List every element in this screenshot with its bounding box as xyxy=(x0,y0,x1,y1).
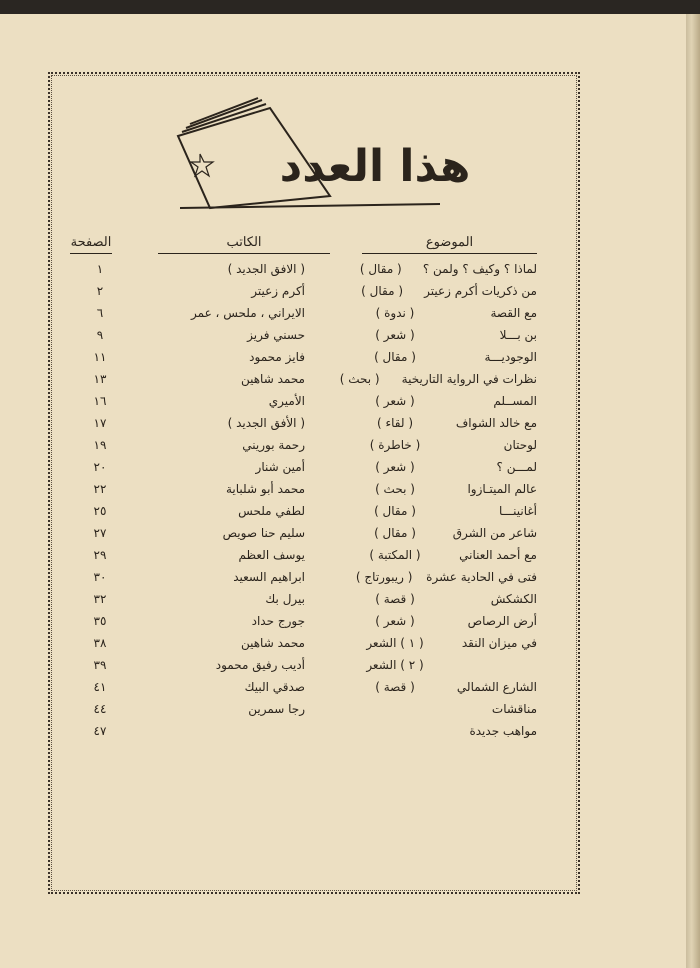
toc-subject-genre xyxy=(359,548,537,562)
logo-text: هذا العدد xyxy=(279,141,471,192)
toc-subject-genre xyxy=(359,416,537,430)
toc-genre: ( ندوة ) xyxy=(375,306,415,320)
toc-author: لطفي ملحس xyxy=(238,504,305,518)
toc-subject: لوحتان xyxy=(503,438,537,452)
toc-row xyxy=(0,328,700,350)
toc-subject-genre xyxy=(324,372,537,386)
toc-author: صدقي البيك xyxy=(244,680,305,694)
toc-subject-genre xyxy=(359,636,537,650)
toc-subject-genre xyxy=(359,350,537,364)
toc-genre: ( ريبورتاج ) xyxy=(355,570,413,584)
toc-subject-genre xyxy=(346,284,537,298)
toc-subject-genre xyxy=(359,306,537,320)
toc-subject-genre xyxy=(359,724,537,738)
toc-subject-genre xyxy=(359,482,537,496)
toc-author: جورج حداد xyxy=(251,614,305,628)
toc-genre: ( شعر ) xyxy=(375,614,415,628)
toc-page: ٤١ xyxy=(93,680,107,694)
toc-subject: في ميزان النقد xyxy=(461,636,537,650)
toc-page: ٣٥ xyxy=(93,614,107,628)
toc-page: ١٦ xyxy=(93,394,107,408)
toc-row xyxy=(0,526,700,548)
toc-page: ٤٧ xyxy=(93,724,107,738)
toc-row xyxy=(0,680,700,702)
toc-author: محمد أبو شلباية xyxy=(226,482,305,496)
toc-genre: ( قصة ) xyxy=(375,680,415,694)
toc-row xyxy=(0,482,700,504)
toc-genre: ( شعر ) xyxy=(375,460,415,474)
toc-subject: أغانينـــا xyxy=(498,504,537,518)
toc-genre: ( مقال ) xyxy=(374,526,416,540)
toc-genre: ( لقاء ) xyxy=(376,416,414,430)
toc-row xyxy=(0,658,700,680)
toc-subject: لمـــن ؟ xyxy=(496,460,537,474)
toc-subject: نظرات في الرواية التاريخية xyxy=(401,372,537,386)
toc-author: حسني فريز xyxy=(247,328,305,342)
toc-page: ٢٢ xyxy=(93,482,107,496)
header-author: الكاتب xyxy=(158,235,330,254)
toc-subject: فتى في الحادية عشرة xyxy=(426,570,537,584)
toc-row xyxy=(0,350,700,372)
toc-page: ٢ xyxy=(96,284,104,298)
toc-subject-genre xyxy=(359,504,537,518)
toc-genre: ( قصة ) xyxy=(375,592,415,606)
toc-author: ( الأفق الجديد ) xyxy=(227,416,305,430)
toc-page: ١٣ xyxy=(93,372,107,386)
toc-subject: المســلم xyxy=(493,394,537,408)
toc-row xyxy=(0,548,700,570)
toc-subject: مع خالد الشواف xyxy=(455,416,537,430)
toc-page: ٢٠ xyxy=(93,460,107,474)
toc-subject: مع أحمد العناني xyxy=(459,548,537,562)
toc-page: ١٧ xyxy=(93,416,107,430)
toc-genre: ( ١ ) الشعر xyxy=(366,636,424,650)
toc-subject: الكشكش xyxy=(490,592,537,606)
toc-genre: ( شعر ) xyxy=(375,394,415,408)
toc-page: ١ xyxy=(96,262,104,276)
toc-page: ١٩ xyxy=(93,438,107,452)
toc-page: ٩ xyxy=(96,328,104,342)
toc-subject-genre xyxy=(359,460,537,474)
toc-subject-genre xyxy=(359,328,537,342)
toc-author: رجا سمرين xyxy=(248,702,305,716)
toc-genre: ( شعر ) xyxy=(375,328,415,342)
toc-genre: ( مقال ) xyxy=(359,262,402,276)
toc-page: ٣٨ xyxy=(93,636,107,650)
toc-row xyxy=(0,702,700,724)
toc-genre: ( مقال ) xyxy=(361,284,404,298)
toc-subject: لماذا ؟ وكيف ؟ ولمن ؟ xyxy=(422,262,537,276)
toc-genre: ( ٢ ) الشعر xyxy=(366,658,424,672)
toc-page: ٢٧ xyxy=(93,526,107,540)
toc-row xyxy=(0,636,700,658)
toc-row xyxy=(0,284,700,306)
toc-row xyxy=(0,460,700,482)
toc-row xyxy=(0,394,700,416)
toc-page: ٣٠ xyxy=(93,570,107,584)
toc-author: ابراهيم السعيد xyxy=(233,570,305,584)
toc-subject: مناقشات xyxy=(491,702,537,716)
toc-genre: ( المكتبة ) xyxy=(369,548,421,562)
toc-row xyxy=(0,372,700,394)
toc-page: ١١ xyxy=(93,350,107,364)
toc-author: الأميري xyxy=(268,394,305,408)
toc-author: فايز محمود xyxy=(249,350,305,364)
toc-subject: الوجوديـــة xyxy=(484,350,537,364)
toc-subject-genre xyxy=(359,438,537,452)
toc-subject: مواهب جديدة xyxy=(469,724,537,738)
toc-subject: عالم الميتـازوا xyxy=(467,482,537,496)
toc-subject-genre xyxy=(359,394,537,408)
toc-author: بيرل بك xyxy=(265,592,305,606)
toc-row xyxy=(0,306,700,328)
toc-row xyxy=(0,614,700,636)
toc-genre: ( بحث ) xyxy=(339,372,380,386)
toc-genre: ( مقال ) xyxy=(374,504,416,518)
toc-row xyxy=(0,438,700,460)
toc-author: الايراني ، ملحس ، عمر xyxy=(191,306,305,320)
toc-genre: ( مقال ) xyxy=(374,350,416,364)
toc-row xyxy=(0,262,700,284)
toc-genre: ( بحث ) xyxy=(375,482,415,496)
toc-author: رحمة بوريني xyxy=(242,438,305,452)
toc-subject-genre xyxy=(359,702,537,716)
toc-subject-genre xyxy=(345,262,537,276)
toc-page: ٣٩ xyxy=(93,658,107,672)
toc-subject xyxy=(437,658,537,672)
toc-genre: ( خاطرة ) xyxy=(369,438,421,452)
toc-subject-genre xyxy=(359,526,537,540)
toc-subject: بن بـــلا xyxy=(499,328,537,342)
header-subject: الموضوع xyxy=(362,235,537,254)
toc-author: أمين شنار xyxy=(255,460,305,474)
toc-subject-genre xyxy=(359,658,537,672)
toc-subject: مع القصة xyxy=(490,306,537,320)
toc-subject-genre xyxy=(359,592,537,606)
toc-subject-genre xyxy=(348,570,537,584)
toc-page: ٦ xyxy=(96,306,104,320)
toc-subject-genre xyxy=(359,680,537,694)
toc-author: محمد شاهين xyxy=(240,372,305,386)
toc-subject-genre xyxy=(359,614,537,628)
issue-logo xyxy=(170,96,471,216)
toc-genre xyxy=(359,724,431,738)
toc-author: ( الافق الجديد ) xyxy=(227,262,305,276)
toc-genre xyxy=(359,702,431,716)
toc-page: ٣٢ xyxy=(93,592,107,606)
toc-subject: الشارع الشمالي xyxy=(456,680,537,694)
toc-row xyxy=(0,570,700,592)
toc-author: سليم حنا صويص xyxy=(222,526,305,540)
toc-subject: من ذكريات أكرم زعيتر xyxy=(424,284,537,298)
toc-author: أكرم زعيتر xyxy=(251,284,305,298)
toc-row xyxy=(0,416,700,438)
toc-page: ٢٩ xyxy=(93,548,107,562)
toc-author: محمد شاهين xyxy=(240,636,305,650)
toc-subject: شاعر من الشرق xyxy=(452,526,537,540)
toc-row xyxy=(0,592,700,614)
toc-row xyxy=(0,504,700,526)
toc-row xyxy=(0,724,700,746)
toc-subject: أرض الرصاص xyxy=(467,614,537,628)
toc-page: ٢٥ xyxy=(93,504,107,518)
toc-page: ٤٤ xyxy=(93,702,107,716)
header-page: الصفحة xyxy=(70,235,112,254)
toc-author: أديب رفيق محمود xyxy=(215,658,305,672)
toc-author: يوسف العظم xyxy=(238,548,305,562)
